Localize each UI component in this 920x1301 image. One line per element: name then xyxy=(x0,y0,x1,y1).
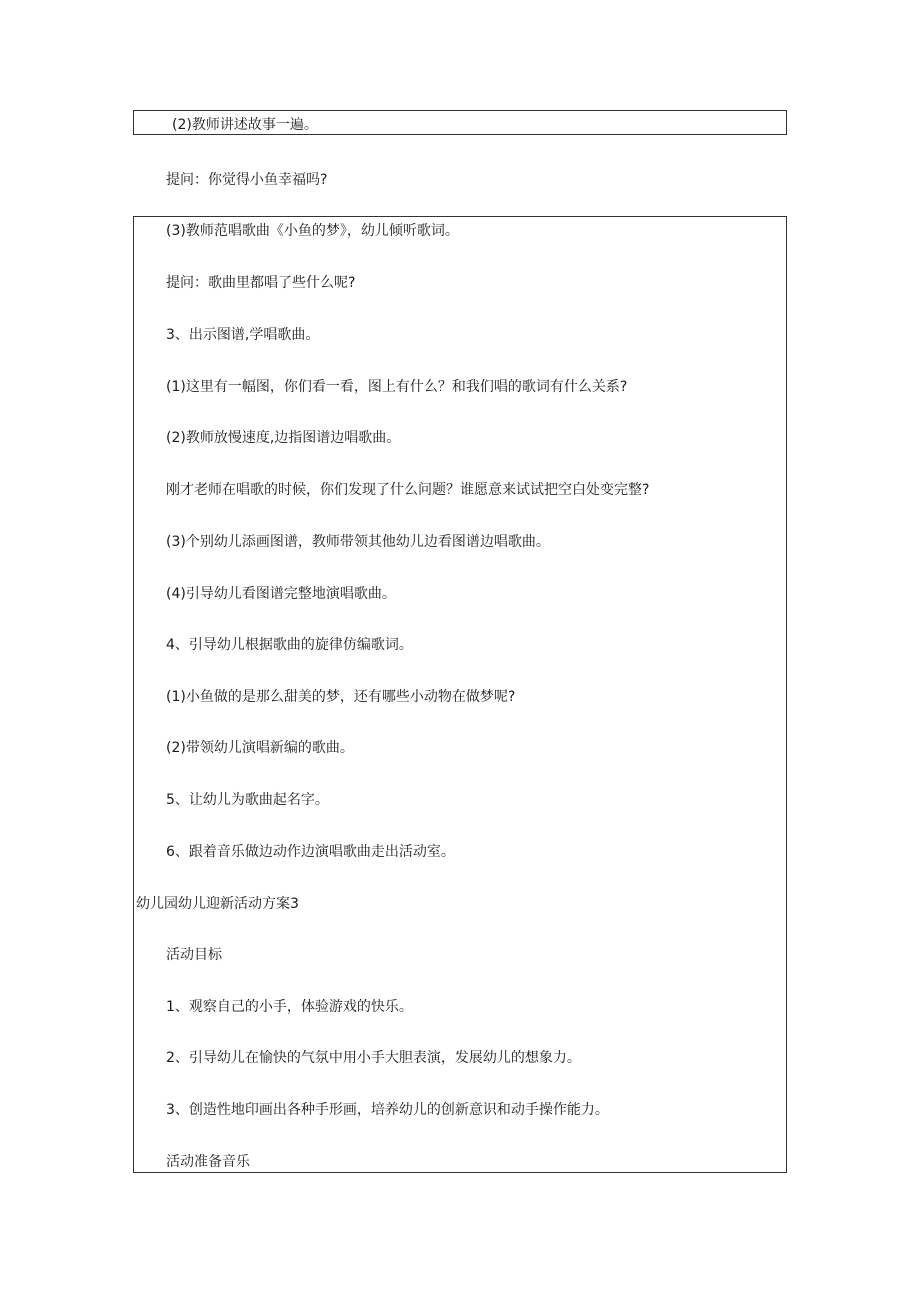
paragraph-line: 提问：歌曲里都唱了些什么呢? xyxy=(166,275,356,291)
paragraph-line: 2、引导幼儿在愉快的气氛中用小手大胆表演，发展幼儿的想象力。 xyxy=(166,1050,581,1066)
paragraph-line: (1)这里有一幅图，你们看一看，图上有什么？和我们唱的歌词有什么关系? xyxy=(166,379,628,395)
section-heading: 幼儿园幼儿迎新活动方案3 xyxy=(136,896,299,912)
paragraph-line: (2)带领幼儿演唱新编的歌曲。 xyxy=(166,740,354,756)
paragraph-line: 4、引导幼儿根据歌曲的旋律仿编歌词。 xyxy=(166,637,413,653)
paragraph-line: 活动目标 xyxy=(166,947,222,963)
top-box-text: (2)教师讲述故事一遍。 xyxy=(172,117,318,133)
paragraph-line: 1、观察自己的小手，体验游戏的快乐。 xyxy=(166,999,413,1015)
paragraph-line: 3、出示图谱,学唱歌曲。 xyxy=(166,327,320,343)
paragraph-line: 活动准备音乐 xyxy=(166,1154,250,1170)
paragraph-line: 5、让幼儿为歌曲起名字。 xyxy=(166,792,329,808)
paragraph-line: 提问：你觉得小鱼幸福吗? xyxy=(166,172,328,188)
paragraph-line: 3、创造性地印画出各种手形画，培养幼儿的创新意识和动手操作能力。 xyxy=(166,1102,609,1118)
paragraph-line: (4)引导幼儿看图谱完整地演唱歌曲。 xyxy=(166,586,396,602)
paragraph-line: 刚才老师在唱歌的时候，你们发现了什么问题？谁愿意来试试把空白处变完整? xyxy=(166,482,650,498)
paragraph-line: (1)小鱼做的是那么甜美的梦，还有哪些小动物在做梦呢? xyxy=(166,689,516,705)
paragraph-line: (3)个别幼儿添画图谱，教师带领其他幼儿边看图谱边唱歌曲。 xyxy=(166,534,550,550)
paragraph-line: (2)教师放慢速度,边指图谱边唱歌曲。 xyxy=(166,430,401,446)
paragraph-line: (3)教师范唱歌曲《小鱼的梦》，幼儿倾听歌词。 xyxy=(166,223,459,239)
paragraph-line: 6、跟着音乐做边动作边演唱歌曲走出活动室。 xyxy=(166,844,455,860)
